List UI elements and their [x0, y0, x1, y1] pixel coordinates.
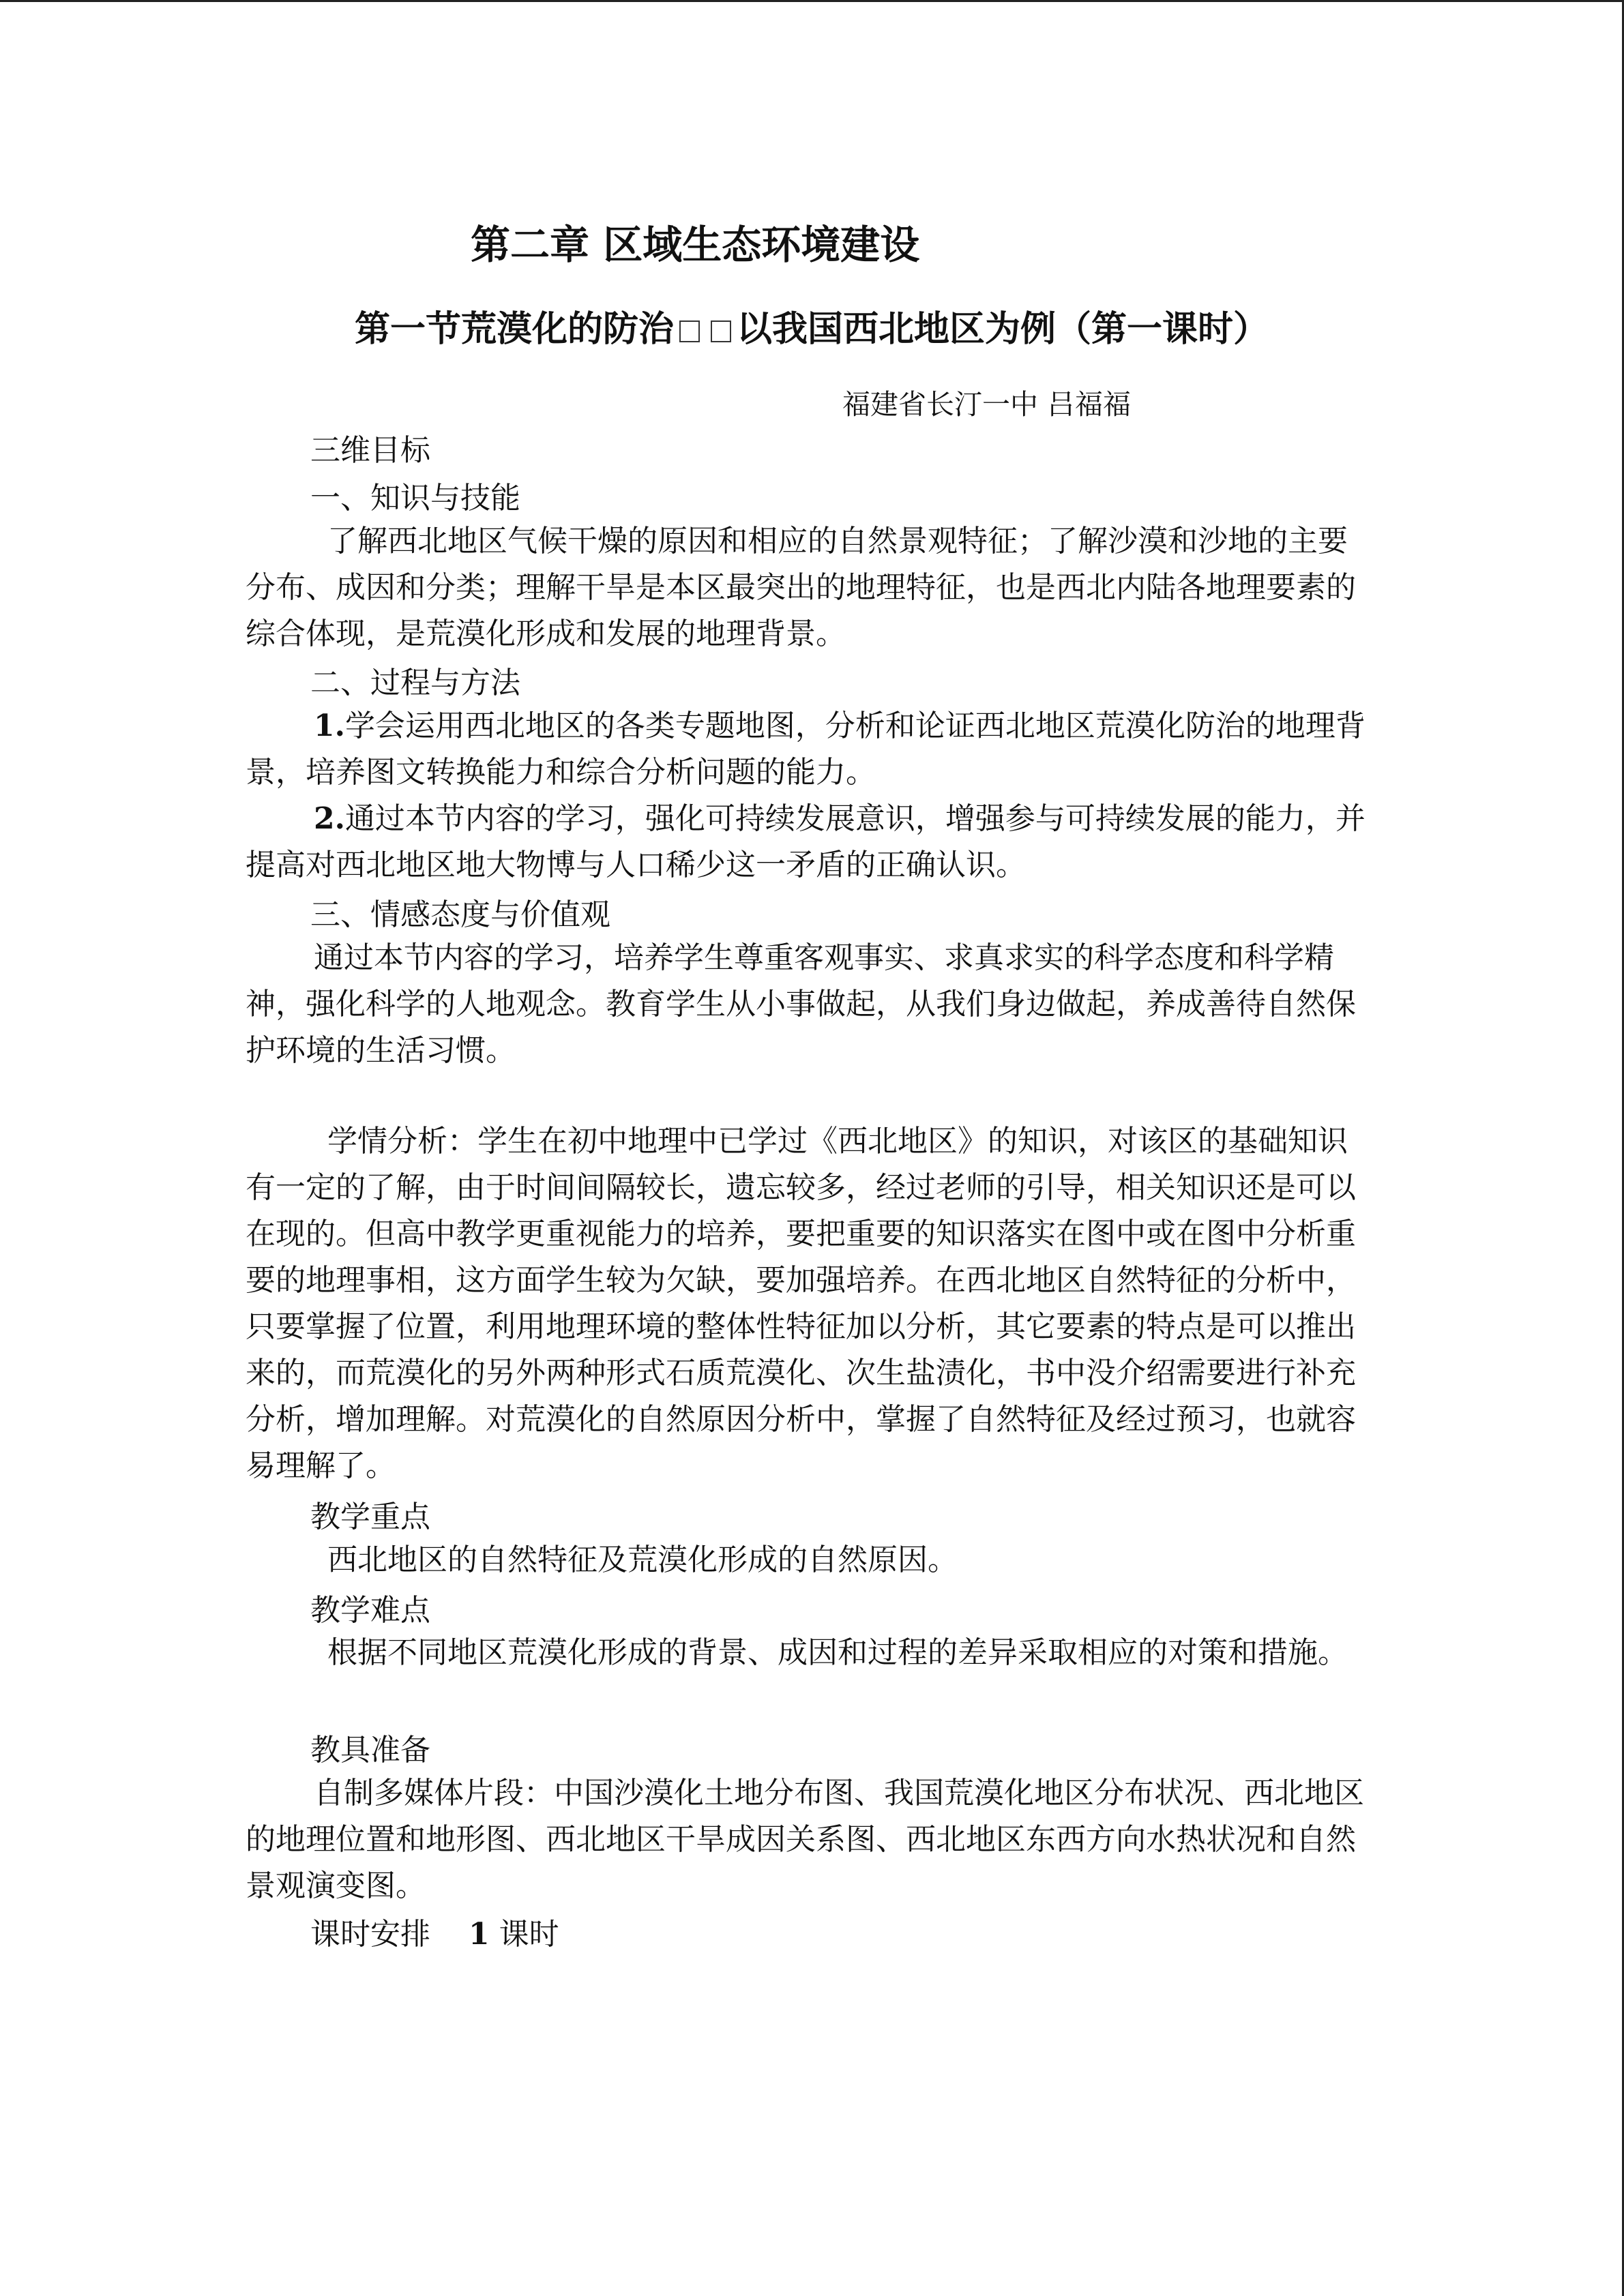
missing-glyph-box-1 — [679, 320, 700, 342]
process-item-1 — [246, 703, 1371, 796]
key-points-heading: 教学重点 — [310, 1500, 430, 1534]
section-title-main: 第一节荒漠化的防治 — [355, 308, 675, 350]
knowledge-text: 了解西北地区气候干燥的原因和相应的自然景观特征；了解沙漠和沙地的主要分布、成因和分类；理解干旱是本区最突出的地理特征，也是西北内陆各地理要素的综合体现，是荒漠化形成和发展的地理背景。 — [246, 524, 1356, 651]
process-item-2-number: 2. — [314, 801, 345, 836]
section-title-sub: 以我国西北地区为例（第一课时） — [737, 308, 1269, 350]
goals-heading: 三维目标 — [310, 433, 430, 468]
top-border — [0, 0, 1624, 2]
materials-heading: 教具准备 — [310, 1733, 430, 1768]
process-item-2-text: 通过本节内容的学习，强化可持续发展意识，增强参与可持续发展的能力，并提高对西北地区地大物博与人口稀少这一矛盾的正确认识。 — [246, 801, 1365, 882]
emotion-text: 通过本节内容的学习，培养学生尊重客观事实、求真求实的科学态度和科学精神，强化科学的人地观念。教育学生从小事做起，从我们身边做起，养成善待自然保护环境的生活习惯。 — [246, 940, 1356, 1068]
process-item-2 — [246, 796, 1371, 889]
schedule-label: 课时安排 — [310, 1917, 430, 1952]
missing-glyph-box-2 — [711, 320, 731, 342]
process-item-1-number: 1. — [314, 709, 345, 743]
difficulty-text: 根据不同地区荒漠化形成的背景、成因和过程的差异采取相应的对策和措施。 — [327, 1635, 1348, 1670]
process-item-1-text: 学会运用西北地区的各类专题地图，分析和论证西北地区荒漠化防治的地理背景，培养图文转换能力和综合分析问题的能力。 — [246, 709, 1365, 790]
learning-analysis: 学情分析：学生在初中地理中已学过《西北地区》的知识，对该区的基础知识有一定的了解，由于时间间隔较长，遗忘较多，经过老师的引导，相关知识还是可以在现的。但高中教学更重视能力的培养，要把重要的知识落实在图中或在图中分析重要的地理事相，这方面学生较为欠缺，要加强培养。在西北地区自然特征的分析中，只要掌握了位置，利用地理环境的整体性特征加以分析，其它要素的特点是可以推出来的，而荒漠化的另外两种形式石质荒漠化、次生盐渍化，书中没介绍需要进行补充分析，增加理解。对荒漠化的自然原因分析中，掌握了自然特征及经过预习，也就容易理解了。 — [246, 1124, 1356, 1483]
knowledge-heading: 一、知识与技能 — [310, 481, 520, 516]
key-points-text: 西北地区的自然特征及荒漠化形成的自然原因。 — [327, 1542, 958, 1577]
schedule-unit: 课时 — [499, 1917, 559, 1952]
section-title — [355, 300, 1269, 351]
author-line: 福建省长汀一中 吕福福 — [842, 388, 1132, 421]
schedule-line — [310, 1909, 559, 1953]
emotion-heading: 三、情感态度与价值观 — [310, 897, 610, 932]
difficulty-heading: 教学难点 — [310, 1593, 430, 1628]
schedule-number: 1 — [468, 1917, 490, 1952]
process-heading: 二、过程与方法 — [310, 666, 520, 700]
chapter-title: 第二章 区域生态环境建设 — [471, 222, 920, 268]
materials-text: 自制多媒体片段：中国沙漠化土地分布图、我国荒漠化地区分布状况、西北地区的地理位置和地形图、西北地区干旱成因关系图、西北地区东西方向水热状况和自然景观演变图。 — [246, 1776, 1364, 1903]
